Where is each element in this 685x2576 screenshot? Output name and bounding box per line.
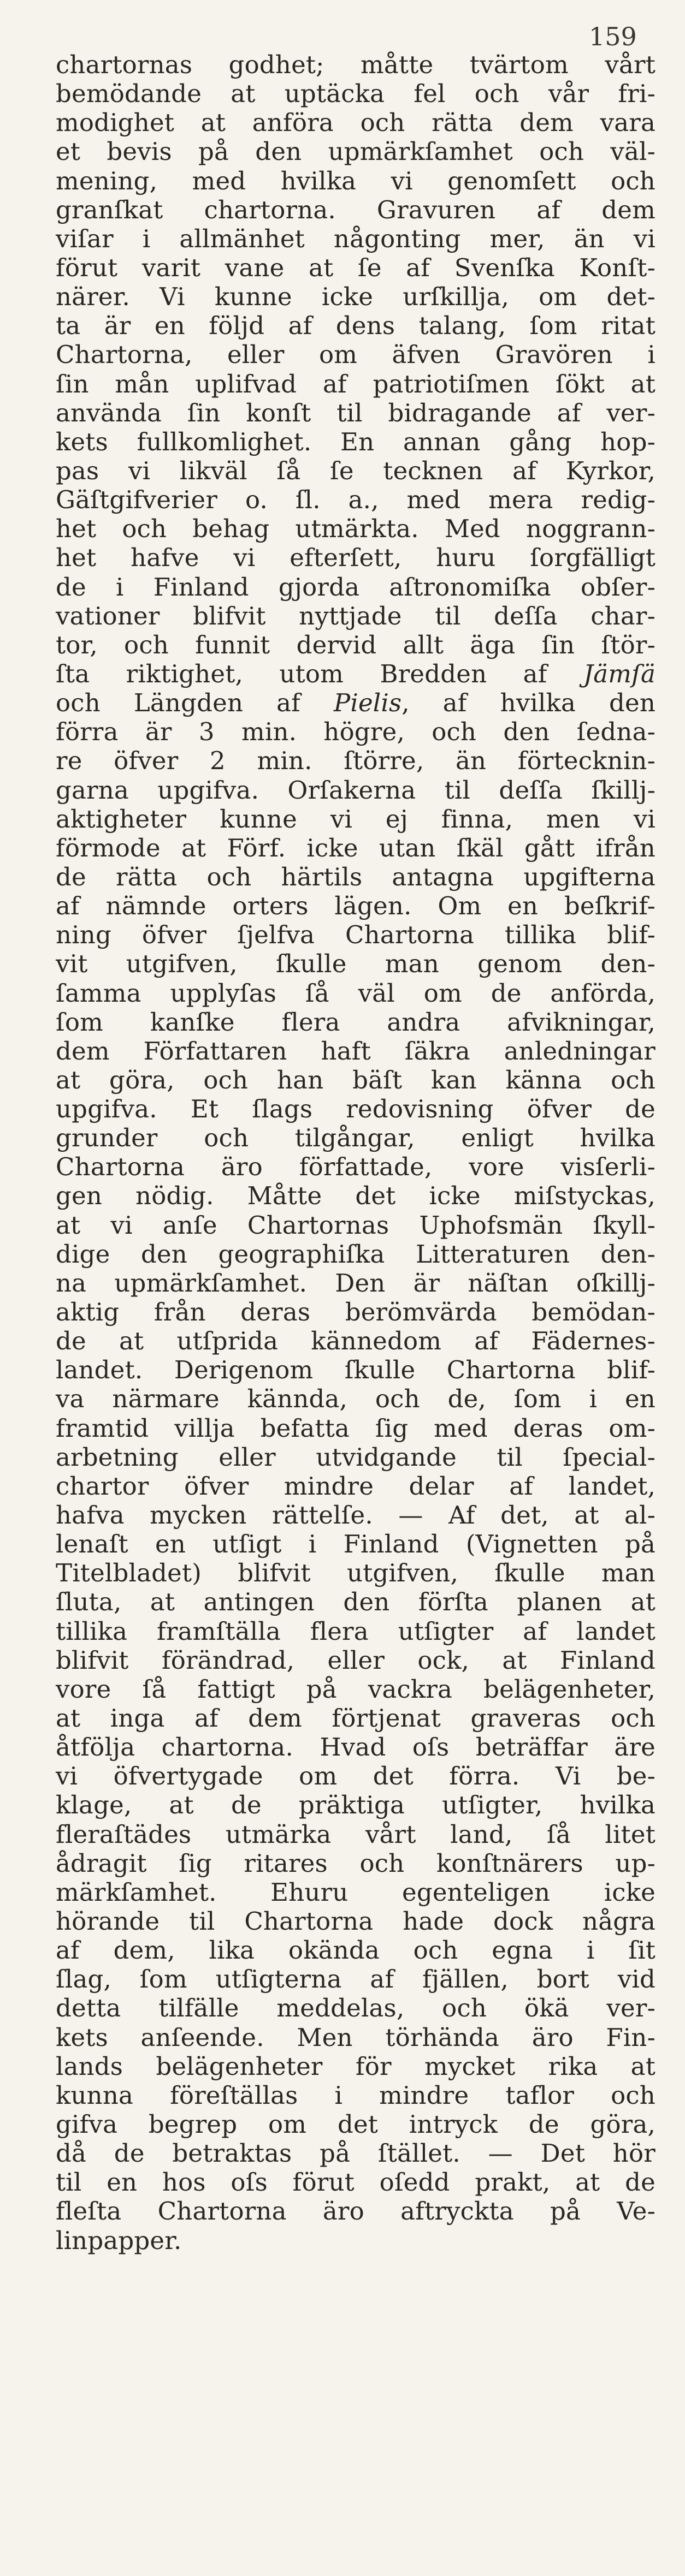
- text-line: närer. Vi kunne icke urſkillja, om det-: [56, 282, 656, 312]
- text-line: Gäſtgifverier o. ſl. a., med mera redig-: [56, 485, 656, 515]
- text-line: linpapper.: [56, 2226, 182, 2255]
- text-line: kets anſeende. Men törhända äro Fin-: [56, 2022, 656, 2052]
- text-line: detta tilfälle meddelas, och ökä ver-: [56, 1994, 656, 2023]
- text-line: aktig från deras berömvärda bemödan-: [56, 1298, 656, 1327]
- text-line: fleſta Chartorna äro aftryckta på Ve-: [56, 2197, 656, 2226]
- text-line: chartornas godhet; måtte tvärtom vårt: [56, 50, 656, 79]
- text-line: vore ſå fattigt på vackra belägenheter,: [56, 1674, 656, 1704]
- text-line: ning öfver ſjelfva Chartorna tillika blif-: [56, 920, 656, 950]
- text-line: na upmärkſamhet. Den är näſtan oſkillj-: [56, 1268, 656, 1298]
- text-line: modighet at anföra och rätta dem vara: [56, 108, 656, 138]
- text-line: af dem, lika okända och egna i ſit: [56, 1936, 656, 1965]
- text-line: bemödande at uptäcka fel och vår fri-: [56, 79, 656, 109]
- text-line: då de betraktas på ſtället. — Det hör: [56, 2139, 656, 2168]
- text-line: aktigheter kunne vi ej finna, men vi: [56, 804, 656, 834]
- text-line: Chartorna äro författade, vore visſerli-: [56, 1152, 656, 1182]
- text-line: åtfölja chartorna. Hvad oſs beträffar äre: [56, 1733, 656, 1762]
- text-line: at vi anſe Chartornas Uphofsmän ſkyll-: [56, 1210, 656, 1240]
- text-line: kunna föreſtällas i mindre taflor och: [56, 2080, 656, 2110]
- text-line: ſlag, ſom utſigterna af fjällen, bort vid: [56, 1965, 656, 1994]
- text-line: och Längden af Pielis, af hvilka den: [56, 688, 656, 718]
- text-line: förut varit vane at ſe af Svenſka Konſt-: [56, 253, 656, 282]
- text-line: vi öfvertygade om det förra. Vi be-: [56, 1762, 656, 1791]
- text-line: kets fullkomlighet. En annan gång hop-: [56, 427, 656, 456]
- body-text: [56, 50, 656, 2255]
- text-line: dige den geographiſka Litteraturen den-: [56, 1239, 656, 1269]
- text-line: pas vi likväl ſå ſe tecknen af Kyrkor,: [56, 456, 656, 485]
- text-line: använda ſin konſt til bidragande af ver-: [56, 398, 656, 427]
- text-line: viſar i allmänhet någonting mer, än vi: [56, 224, 656, 253]
- text-line: märkſamhet. Ehuru egenteligen icke: [56, 1877, 656, 1907]
- text-line: granſkat chartorna. Gravuren af dem: [56, 195, 656, 224]
- text-line: mening, med hvilka vi genomſett och: [56, 166, 656, 195]
- text-line: lenaſt en utſigt i Finland (Vignetten på: [56, 1530, 656, 1559]
- text-line: lands belägenheter för mycket rika at: [56, 2051, 656, 2081]
- text-line: hörande til Chartorna hade dock några: [56, 1907, 656, 1936]
- text-line: dem Författaren haft ſäkra anledningar: [56, 1036, 656, 1066]
- text-line: at göra, och han bäſt kan känna och: [56, 1065, 656, 1094]
- text-line: tor, och funnit dervid allt äga ſin ſtör-: [56, 630, 656, 659]
- text-line: fleraſtädes utmärka vårt land, ſå litet: [56, 1819, 656, 1849]
- text-line: gifva begrep om det intryck de göra,: [56, 2109, 656, 2139]
- text-line: hafva mycken rättelſe. — Af det, at al-: [56, 1501, 656, 1530]
- text-line: vit utgifven, ſkulle man genom den-: [56, 949, 656, 979]
- text-line: de at utſprida kännedom af Fädernes-: [56, 1326, 656, 1356]
- text-line: Chartorna, eller om äfven Gravören i: [56, 340, 656, 370]
- text-line: upgifva. Et ſlags redovisning öfver de: [56, 1094, 656, 1124]
- page-number: 159: [589, 22, 637, 51]
- text-line: af nämnde orters lägen. Om en beſkrif-: [56, 891, 656, 921]
- text-line: et bevis på den upmärkſamhet och väl-: [56, 137, 656, 166]
- text-line: het och behag utmärkta. Med noggrann-: [56, 514, 656, 544]
- text-line: tillika framſtälla flera utſigter af landet: [56, 1616, 656, 1646]
- text-line: arbetning eller utvidgande til ſpecial-: [56, 1442, 656, 1472]
- text-line: ſamma upplyſas ſå väl om de anförda,: [56, 978, 656, 1008]
- text-line: het hafve vi efterſett, huru ſorgfälligt: [56, 543, 656, 573]
- text-line: klage, at de präktiga utſigter, hvilka: [56, 1790, 656, 1820]
- text-line: landet. Derigenom ſkulle Chartorna blif-: [56, 1355, 656, 1385]
- text-line: förmode at Förf. icke utan ſkäl gått ifrån: [56, 833, 656, 862]
- text-line: ådragit ſig ritares och konſtnärers up-: [56, 1848, 656, 1878]
- text-line: garna upgifva. Orſakerna til deſſa ſkillj-: [56, 775, 656, 805]
- text-line: ſom kanſke flera andra afvikningar,: [56, 1007, 656, 1037]
- text-line: va närmare kännda, och de, ſom i en: [56, 1384, 656, 1414]
- text-line: re öfver 2 min. ſtörre, än förtecknin-: [56, 746, 656, 776]
- text-line: at inga af dem förtjenat graveras och: [56, 1704, 656, 1733]
- text-line: ta är en följd af dens talang, ſom ritat: [56, 311, 656, 341]
- text-line: framtid villja befatta ſig med deras om-: [56, 1413, 656, 1443]
- text-line: gen nödig. Måtte det icke miſstyckas,: [56, 1181, 656, 1211]
- text-line: ſin mån uplifvad af patriotiſmen ſökt at: [56, 369, 656, 398]
- text-line: vationer blifvit nyttjade til deſſa char-: [56, 601, 656, 630]
- text-line: ſta riktighet, utom Bredden af Jämſä: [56, 659, 656, 688]
- text-line: grunder och tilgångar, enligt hvilka: [56, 1123, 656, 1153]
- text-line: de rätta och härtils antagna upgifterna: [56, 862, 656, 891]
- text-line: blifvit förändrad, eller ock, at Finland: [56, 1645, 656, 1675]
- text-line: til en hos oſs förut oſedd prakt, at de: [56, 2168, 656, 2197]
- text-line: förra är 3 min. högre, och den ſedna-: [56, 717, 656, 747]
- text-line: de i Finland gjorda aſtronomiſka obſer-: [56, 572, 656, 602]
- text-line: chartor öfver mindre delar af landet,: [56, 1471, 656, 1501]
- text-line: ſluta, at antingen den förſta planen at: [56, 1587, 656, 1617]
- text-line: Titelbladet) blifvit utgifven, ſkulle man: [56, 1558, 656, 1588]
